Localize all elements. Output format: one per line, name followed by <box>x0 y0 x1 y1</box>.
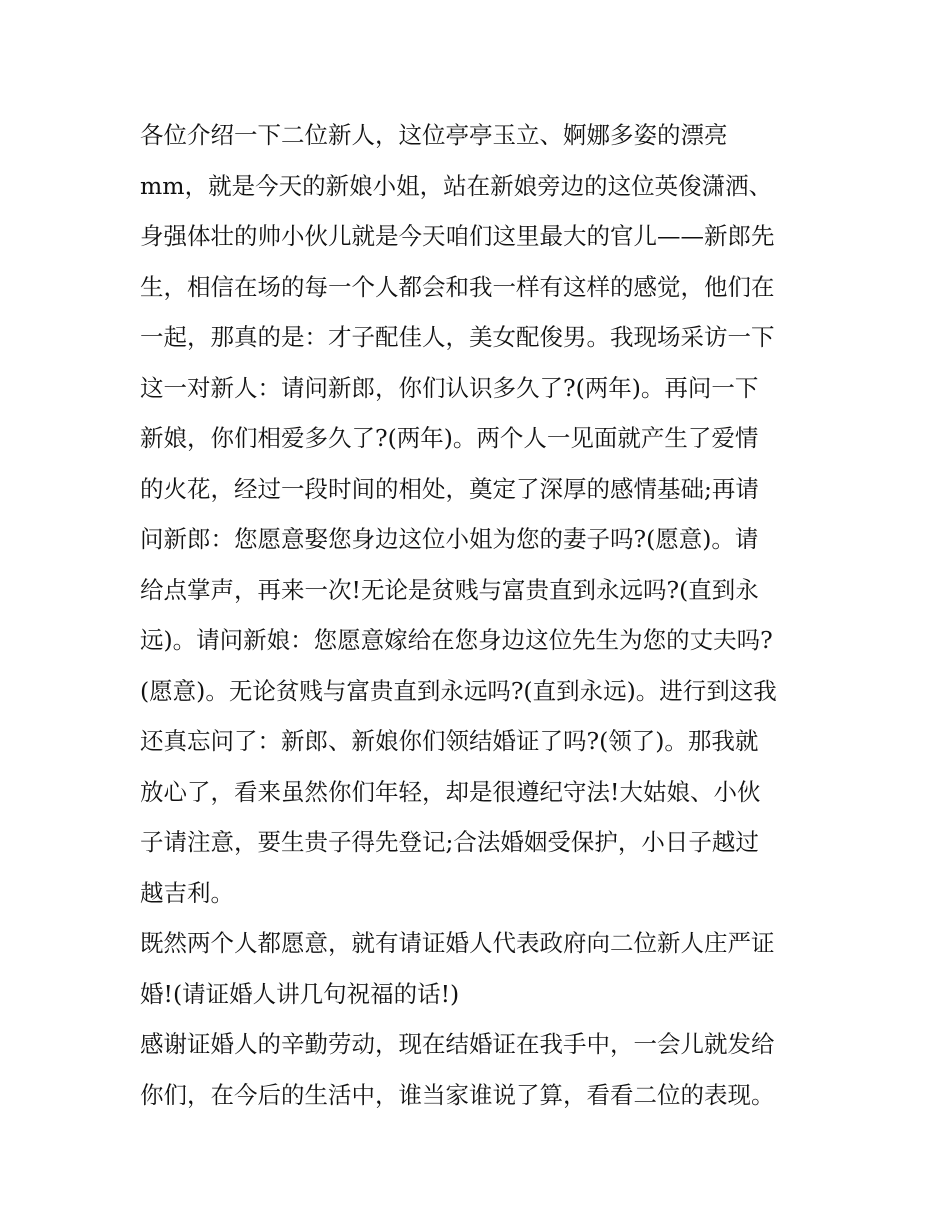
text-line: 身强体壮的帅小伙儿就是今天咱们这里最大的官儿——新郎先 <box>140 222 775 250</box>
text-line: 你们，在今后的生活中，谁当家谁说了算，看看二位的表现。 <box>140 1080 775 1109</box>
text-line: 给点掌声，再来一次!无论是贫贱与富贵直到永远吗?(直到永 <box>140 575 759 604</box>
text-line: 远)。请问新娘：您愿意嫁给在您身边这位先生为您的丈夫吗? <box>140 626 773 654</box>
text-line: 各位介绍一下二位新人，这位亭亭玉立、婀娜多姿的漂亮 <box>140 121 728 149</box>
text-line: 一起，那真的是：才子配佳人，美女配俊男。我现场采访一下 <box>140 323 775 351</box>
text-line: 新娘，你们相爱多久了?(两年)。两个人一见面就产生了爱情 <box>140 424 759 452</box>
document-page <box>140 110 820 1120</box>
text-line: 生，相信在场的每一个人都会和我一样有这样的感觉，他们在 <box>140 272 775 301</box>
text-line: 越吉利。 <box>140 878 234 907</box>
text-line: 既然两个人都愿意，就有请证婚人代表政府向二位新人庄严证 <box>140 929 775 957</box>
text-line: 感谢证婚人的辛勤劳动，现在结婚证在我手中，一会儿就发给 <box>140 1030 775 1058</box>
text-line: 婚!(请证婚人讲几句祝福的话!) <box>140 979 460 1008</box>
text-line: 这一对新人：请问新郎，你们认识多久了?(两年)。再问一下 <box>140 373 759 402</box>
paragraph-witness <box>140 918 820 1019</box>
text-line: 子请注意，要生贵子得先登记;合法婚姻受保护，小日子越过 <box>140 828 759 856</box>
text-line: 问新郎：您愿意娶您身边这位小姐为您的妻子吗?(愿意)。请 <box>140 525 759 553</box>
paragraph-introduction <box>140 110 820 918</box>
text-line: 的火花，经过一段时间的相处，奠定了深厚的感情基础;再请 <box>140 474 759 503</box>
text-line: mm，就是今天的新娘小姐，站在新娘旁边的这位英俊潇洒、 <box>140 171 773 200</box>
text-line: (愿意)。无论贫贱与富贵直到永远吗?(直到永远)。进行到这我 <box>140 676 777 705</box>
text-line: 还真忘问了：新郎、新娘你们领结婚证了吗?(领了)。那我就 <box>140 727 759 755</box>
paragraph-thanks <box>140 1019 820 1120</box>
text-line: 放心了，看来虽然你们年轻，却是很遵纪守法!大姑娘、小伙 <box>140 777 761 806</box>
